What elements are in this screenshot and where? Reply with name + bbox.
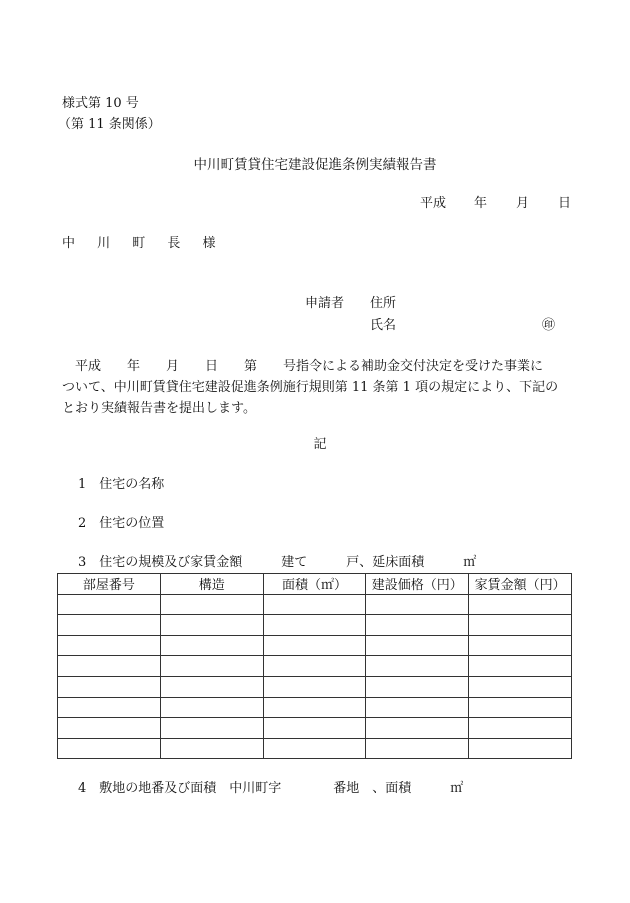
table-row — [58, 615, 572, 636]
table-row — [58, 656, 572, 677]
article-reference: （第 11 条関係） — [58, 117, 161, 132]
table-cell[interactable] — [366, 656, 469, 677]
table-cell[interactable] — [469, 718, 572, 739]
date-era: 平成 — [420, 196, 447, 211]
table-cell[interactable] — [160, 718, 263, 739]
table-cell[interactable] — [160, 676, 263, 697]
table-cell[interactable] — [160, 738, 263, 759]
item-house-location: 2 住宅の位置 — [78, 516, 165, 531]
table-cell[interactable] — [263, 615, 366, 636]
body-line-1: 平成 年 月 日 第 号指令による補助金交付決定を受けた事業に — [75, 359, 544, 374]
table-row — [58, 594, 572, 615]
item-house-scale: 3 住宅の規模及び家賃金額 建て 戸、延床面積 ㎡ — [78, 555, 477, 570]
table-row — [58, 676, 572, 697]
table-row — [58, 697, 572, 718]
table-cell[interactable] — [469, 594, 572, 615]
table-cell[interactable] — [469, 656, 572, 677]
table-cell[interactable] — [263, 676, 366, 697]
table-row — [58, 738, 572, 759]
table-cell[interactable] — [469, 738, 572, 759]
date-month-label: 月 — [516, 196, 530, 211]
form-number: 様式第 10 号 — [62, 96, 139, 111]
table-row — [58, 635, 572, 656]
table-cell[interactable] — [366, 718, 469, 739]
table-body — [58, 594, 572, 759]
table-cell[interactable] — [366, 615, 469, 636]
date-year-label: 年 — [474, 196, 488, 211]
table-cell[interactable] — [58, 697, 161, 718]
table-cell[interactable] — [366, 594, 469, 615]
table-cell[interactable] — [263, 656, 366, 677]
table-cell[interactable] — [366, 697, 469, 718]
body-line-2: ついて、中川町賃貸住宅建設促進条例施行規則第 11 条第 1 項の規定により、下記の — [62, 380, 559, 395]
table-cell[interactable] — [469, 615, 572, 636]
table-cell[interactable] — [263, 738, 366, 759]
ki-heading: 記 — [313, 437, 327, 452]
table-cell[interactable] — [58, 656, 161, 677]
header-structure: 構造 — [160, 574, 263, 595]
addressee: 中 川 町 長 様 — [62, 236, 225, 251]
table-cell[interactable] — [58, 738, 161, 759]
name-label: 氏名 — [370, 318, 397, 333]
body-line-3: とおり実績報告書を提出します。 — [62, 401, 256, 416]
table-cell[interactable] — [263, 594, 366, 615]
header-rent: 家賃金額（円） — [469, 574, 572, 595]
table-cell[interactable] — [469, 676, 572, 697]
item-house-name: 1 住宅の名称 — [78, 477, 165, 492]
header-construction-price: 建設価格（円） — [366, 574, 469, 595]
applicant-label: 申請者 — [305, 296, 345, 311]
table-cell[interactable] — [58, 615, 161, 636]
table-cell[interactable] — [58, 676, 161, 697]
table-cell[interactable] — [263, 718, 366, 739]
table-row — [58, 718, 572, 739]
table-header-row — [58, 574, 572, 595]
table-cell[interactable] — [263, 635, 366, 656]
body-paragraph — [62, 356, 576, 419]
header-area: 面積（㎡） — [263, 574, 366, 595]
table-cell[interactable] — [160, 656, 263, 677]
table-cell[interactable] — [160, 635, 263, 656]
table-cell[interactable] — [58, 635, 161, 656]
table-cell[interactable] — [160, 615, 263, 636]
table-cell[interactable] — [469, 635, 572, 656]
date-day-label: 日 — [558, 196, 572, 211]
seal-mark: ㊞ — [542, 318, 556, 333]
table-cell[interactable] — [263, 697, 366, 718]
header-room-number: 部屋番号 — [58, 574, 161, 595]
table-cell[interactable] — [58, 594, 161, 615]
table-cell[interactable] — [366, 676, 469, 697]
table-cell[interactable] — [160, 594, 263, 615]
table-cell[interactable] — [160, 697, 263, 718]
table-cell[interactable] — [58, 718, 161, 739]
address-label: 住所 — [370, 296, 397, 311]
unit-table — [57, 573, 572, 759]
document-title: 中川町賃貸住宅建設促進条例実績報告書 — [193, 157, 437, 173]
table-cell[interactable] — [469, 697, 572, 718]
table-cell[interactable] — [366, 738, 469, 759]
item-site-lot: 4 敷地の地番及び面積 中川町字 番地 、面積 ㎡ — [78, 781, 464, 796]
table-cell[interactable] — [366, 635, 469, 656]
